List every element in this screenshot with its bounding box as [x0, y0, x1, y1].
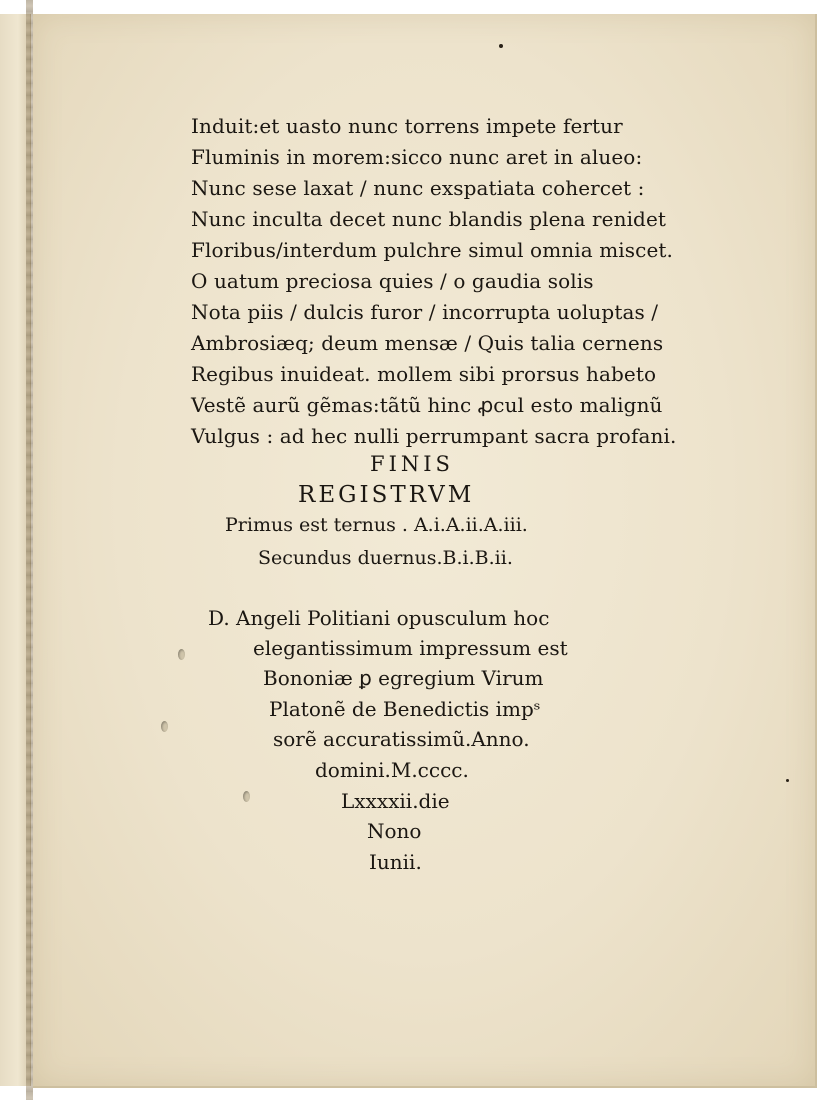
book-page: [33, 14, 817, 1088]
colophon-line: sorẽ accuratissimũ.Anno.: [273, 727, 530, 751]
registrum-heading: REGISTRVM: [298, 482, 475, 508]
verse-line: Vulgus : ad hec nulli perrumpant sacra profani.: [191, 424, 677, 448]
colophon-line: Iunii.: [369, 850, 422, 874]
colophon-line: domini.M.cccc.: [315, 758, 469, 782]
colophon-line: Platonẽ de Benedictis impˢ: [269, 697, 541, 721]
colophon-line: elegantissimum impressum est: [253, 636, 568, 660]
verse-line: Induit:et uasto nunc torrens impete fertur: [191, 114, 623, 138]
colophon-line: D. Angeli Politiani opusculum hoc: [208, 606, 550, 630]
colophon-line: Nono: [367, 819, 422, 843]
verse-line: Fluminis in morem:sicco nunc aret in alueo:: [191, 145, 643, 169]
binding-hole: [161, 721, 168, 732]
verse-line: Floribus/interdum pulchre simul omnia miscet.: [191, 238, 673, 262]
verse-line: Regibus inuideat. mollem sibi prorsus habeto: [191, 362, 657, 386]
colophon-line: Bononiæ ꝑ egregium Virum: [263, 666, 544, 690]
binding-hole: [178, 649, 185, 660]
verse-line: O uatum preciosa quies / o gaudia solis: [191, 269, 594, 293]
verse-line: Nunc inculta decet nunc blandis plena renidet: [191, 207, 667, 231]
finis-heading: FINIS: [370, 452, 454, 476]
ink-speck: [786, 779, 789, 782]
verse-line: Nota piis / dulcis furor / incorrupta uoluptas /: [191, 300, 659, 324]
registrum-line: Secundus duernus.B.i.B.ii.: [258, 547, 513, 569]
binding-hole: [243, 791, 250, 802]
registrum-line: Primus est ternus . A.i.A.ii.A.iii.: [225, 514, 528, 536]
verse-line: Ambrosiæq; deum mensæ / Quis talia cernens: [191, 331, 664, 355]
binding-thread: [26, 0, 33, 1100]
verse-line: Vestẽ aurũ gẽmas:tãtũ hinc ꝓcul esto malignũ: [191, 393, 663, 417]
verse-line: Nunc sese laxat / nunc exspatiata cohercet :: [191, 176, 645, 200]
colophon-line: Lxxxxii.die: [341, 789, 450, 813]
ink-speck: [499, 44, 503, 48]
